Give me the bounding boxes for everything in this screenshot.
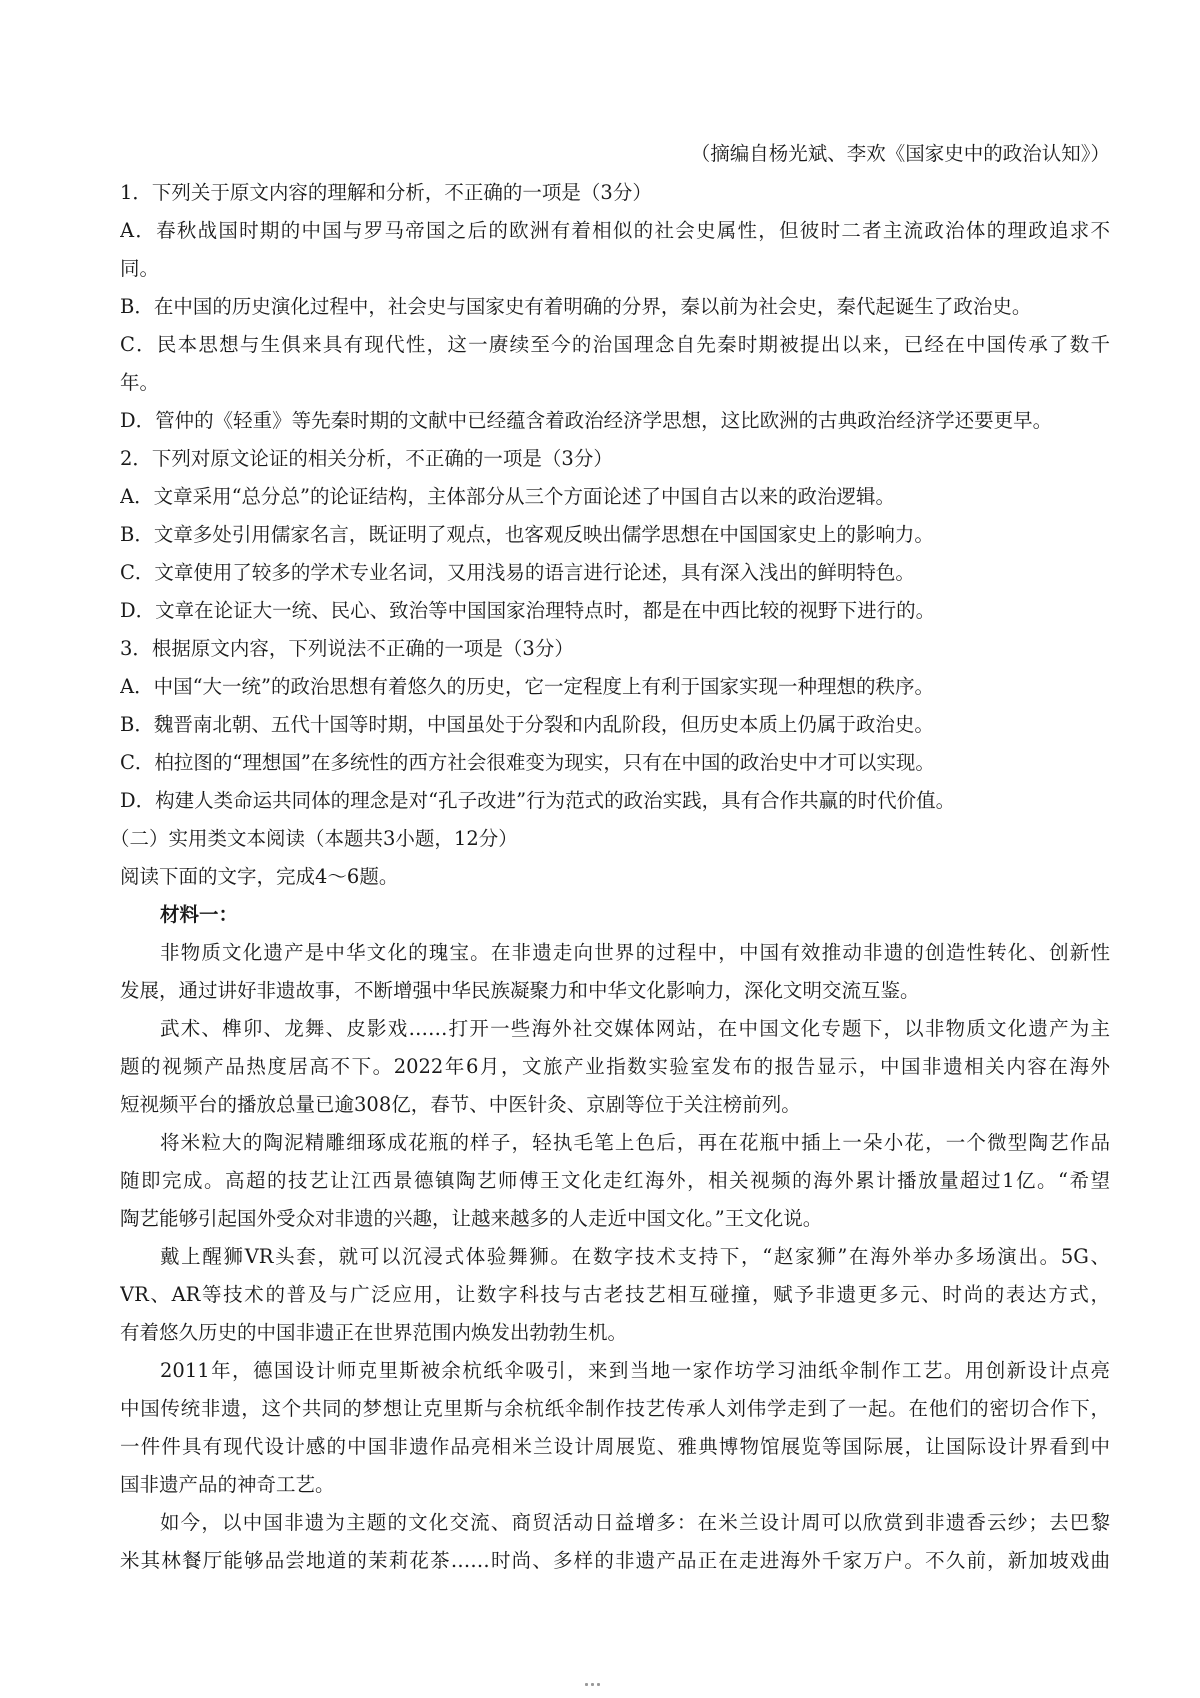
citation-line: （摘编自杨光斌、李欢《国家史中的政治认知》） [690,142,1110,165]
paragraph-line: 发展，通过讲好非遗故事，不断增强中华民族凝聚力和中华文化影响力，深化文明交流互鉴。 [120,979,920,1002]
option-line: B．在中国的历史演化过程中，社会史与国家史有着明确的分界，秦以前为社会史，秦代起诞生了政治史。 [120,295,1032,318]
question-2 [120,440,1110,630]
section-title: （二）实用类文本阅读（本题共3小题，12分） [110,827,518,850]
option-line: A．文章采用“总分总”的论证结构，主体部分从三个方面论述了中国自古以来的政治逻辑。 [120,485,896,508]
paragraph-line: 题的视频产品热度居高不下。2022年6月，文旅产业指数实验室发布的报告显示，中国非遗相关内容在海外 [120,1055,1110,1078]
source-citation [120,135,1110,173]
option-line: C．民本思想与生俱来具有现代性，这一赓续至今的治国理念自先秦时期被提出以来，已经在中国传承了数千 [120,333,1110,356]
paragraph-line: 一件件具有现代设计感的中国非遗作品亮相米兰设计周展览、雅典博物馆展览等国际展，让国际设计界看到中 [120,1435,1110,1458]
option-line: 年。 [120,371,160,394]
paragraph-line: 随即完成。高超的技艺让江西景德镇陶艺师傅王文化走红海外，相关视频的海外累计播放量超过1亿。“希望 [120,1169,1110,1192]
paragraph [120,1504,1110,1580]
paragraph-line: 国非遗产品的神奇工艺。 [120,1473,335,1496]
option-line: 同。 [120,257,160,280]
option-line: C．文章使用了较多的学术专业名词，又用浅易的语言进行论述，具有深入浅出的鲜明特色。 [120,561,915,584]
option-line: D．文章在论证大一统、民心、致治等中国国家治理特点时，都是在中西比较的视野下进行的。 [120,599,936,622]
paragraph-line: 将米粒大的陶泥精雕细琢成花瓶的样子，轻执毛笔上色后，再在花瓶中插上一朵小花，一个微型陶艺作品 [160,1131,1110,1154]
paragraph-line: 如今，以中国非遗为主题的文化交流、商贸活动日益增多：在米兰设计周可以欣赏到非遗香云纱；去巴黎 [160,1511,1110,1534]
option-line: A．中国“大一统”的政治思想有着悠久的历史，它一定程度上有利于国家实现一种理想的秩序。 [120,675,935,698]
option-line: A．春秋战国时期的中国与罗马帝国之后的欧洲有着相似的社会史属性，但彼时二者主流政治体的理政追求不 [120,219,1110,242]
question-stem: 2．下列对原文论证的相关分析，不正确的一项是（3分） [120,447,613,470]
paragraph-line: 陶艺能够引起国外受众对非遗的兴趣，让越来越多的人走近中国文化。”王文化说。 [120,1207,823,1230]
footer-dots [585,1671,615,1677]
instruction-text: 阅读下面的文字，完成4～6题。 [120,865,399,888]
paragraph-line: VR、AR等技术的普及与广泛应用，让数字科技与古老技艺相互碰撞，赋予非遗更多元、时尚的表达方式， [120,1283,1110,1306]
paragraph-line: 米其林餐厅能够品尝地道的茉莉花茶……时尚、多样的非遗产品正在走进海外千家万户。不久前，新加坡戏曲 [120,1549,1110,1572]
paragraph [120,1124,1110,1238]
paragraph-line: 2011年，德国设计师克里斯被余杭纸伞吸引，来到当地一家作坊学习油纸伞制作工艺。用创新设计点亮 [160,1359,1110,1382]
section-heading [110,820,1110,896]
paragraph [120,1238,1110,1352]
paragraph [120,1010,1110,1124]
option-line: B．魏晋南北朝、五代十国等时期，中国虽处于分裂和内乱阶段，但历史本质上仍属于政治史。 [120,713,934,736]
paragraph-line: 武术、榫卯、龙舞、皮影戏……打开一些海外社交媒体网站，在中国文化专题下，以非物质文化遗产为主 [160,1017,1110,1040]
paragraph-line: 有着悠久历史的中国非遗正在世界范围内焕发出勃勃生机。 [120,1321,628,1344]
question-stem: 3．根据原文内容，下列说法不正确的一项是（3分） [120,637,574,660]
option-line: D．管仲的《轻重》等先秦时期的文献中已经蕴含着政治经济学思想，这比欧洲的古典政治经济学还要更早。 [120,409,1053,432]
paragraph-line: 中国传统非遗，这个共同的梦想让克里斯与余杭纸伞制作技艺传承人刘伟学走到了一起。在他们的密切合作下， [120,1397,1110,1420]
paragraph-line: 非物质文化遗产是中华文化的瑰宝。在非遗走向世界的过程中，中国有效推动非遗的创造性转化、创新性 [160,941,1110,964]
option-line: B．文章多处引用儒家名言，既证明了观点，也客观反映出儒学思想在中国国家史上的影响力。 [120,523,934,546]
option-line: D．构建人类命运共同体的理念是对“孔子改进”行为范式的政治实践，具有合作共赢的时代价值。 [120,789,956,812]
option-line: C．柏拉图的“理想国”在多统性的西方社会很难变为现实，只有在中国的政治史中才可以实现。 [120,751,935,774]
material-one [120,896,1110,1580]
paragraph [120,1352,1110,1504]
question-1 [120,174,1110,440]
paragraph-line: 戴上醒狮VR头套，就可以沉浸式体验舞狮。在数字技术支持下，“赵家狮”在海外举办多场演出。5G、 [160,1245,1110,1268]
question-3 [120,630,1110,820]
paragraph [120,934,1110,1010]
paragraph-line: 短视频平台的播放总量已逾308亿，春节、中医针灸、京剧等位于关注榜前列。 [120,1093,801,1116]
material-title: 材料一： [160,903,239,926]
question-stem: 1．下列关于原文内容的理解和分析，不正确的一项是（3分） [120,181,652,204]
